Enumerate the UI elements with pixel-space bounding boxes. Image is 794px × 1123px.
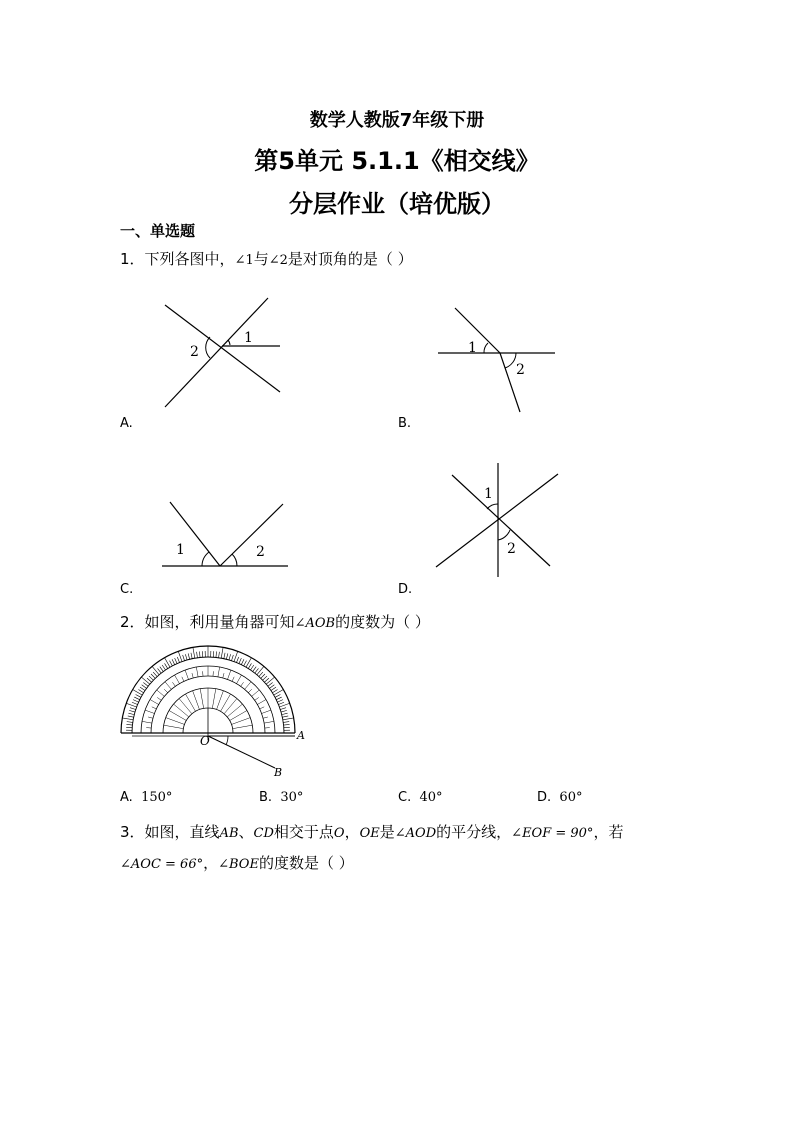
doc-subtitle: 数学人教版7年级下册 <box>309 110 485 131</box>
protractor-tick <box>141 677 149 684</box>
protractor-spoke <box>227 704 242 717</box>
protractor-tick <box>162 665 165 670</box>
protractor-tick <box>145 710 154 713</box>
protractor-tick <box>283 718 294 720</box>
option-a-label[interactable]: A. <box>120 416 133 431</box>
protractor-spoke <box>230 711 247 721</box>
angle-1-label: 1 <box>176 542 185 558</box>
angle-1-label: 1 <box>244 330 253 346</box>
protractor-tick <box>185 654 187 660</box>
protractor-tick <box>226 653 227 659</box>
protractor-tick <box>280 708 286 710</box>
protractor-spoke <box>174 704 189 717</box>
protractor-tick <box>147 678 151 682</box>
protractor-tick <box>129 710 135 712</box>
protractor-tick <box>172 682 175 686</box>
protractor-tick <box>278 702 284 704</box>
protractor-spoke <box>186 694 196 711</box>
figure-c <box>158 496 293 576</box>
protractor-tick <box>264 721 274 723</box>
protractor-tick <box>133 700 138 702</box>
protractor-tick <box>232 677 234 682</box>
protractor-tick <box>248 689 252 693</box>
protractor-tick <box>151 674 155 678</box>
protractor-tick <box>157 690 165 696</box>
protractor-tick <box>237 675 242 684</box>
protractor-tick <box>128 713 134 714</box>
protractor-tick <box>259 672 263 676</box>
question-2-text: 2．如图，利用量角器可知∠AOB的度数为（ ） <box>120 613 430 631</box>
angle-2-label: 2 <box>507 541 516 557</box>
protractor-tick <box>274 690 284 696</box>
angle-1-label: 1 <box>484 486 493 502</box>
point-b-label: B <box>274 766 283 779</box>
protractor-tick <box>127 722 133 723</box>
protractor-tick <box>134 697 139 700</box>
protractor-tick <box>282 716 288 717</box>
protractor-tick <box>191 653 192 659</box>
protractor-spoke <box>166 718 185 725</box>
protractor-tick <box>136 695 141 698</box>
protractor-spoke <box>193 691 200 710</box>
protractor-tick <box>177 657 179 663</box>
protractor <box>121 646 295 740</box>
question-3-text: 3．如图，直线AB、CD相交于点O，OE是∠AOD的平分线，∠EOF = 90°，若 <box>120 823 624 841</box>
protractor-tick <box>122 718 133 720</box>
protractor-tick <box>219 652 220 658</box>
protractor-tick <box>257 700 266 705</box>
option-c-label[interactable]: C. <box>120 582 134 597</box>
protractor-tick <box>281 710 287 712</box>
protractor-tick <box>283 722 289 723</box>
protractor-tick <box>245 682 251 690</box>
question-1-text: 1．下列各图中，∠1与∠2是对顶角的是（ ） <box>120 250 413 268</box>
protractor-tick <box>275 695 280 698</box>
protractor-spoke <box>179 699 192 714</box>
point-o-label: O <box>200 734 210 748</box>
figure-d <box>430 460 565 580</box>
protractor-tick <box>142 685 147 689</box>
protractor-tick <box>236 657 238 663</box>
protractor-spoke <box>164 725 184 728</box>
protractor-tick <box>185 670 188 679</box>
protractor-spoke <box>212 689 215 709</box>
protractor-tick <box>157 697 161 700</box>
doc-title: 第5单元 5.1.1《相交线》 <box>254 147 540 175</box>
protractor-tick <box>266 677 274 684</box>
protractor-tick <box>128 716 134 717</box>
q2-option-b[interactable]: B. 30° <box>259 790 304 805</box>
figure-b <box>430 300 570 420</box>
protractor-tick <box>248 663 251 668</box>
protractor-tick <box>175 675 180 684</box>
question-number: 2． <box>120 613 145 631</box>
angle-2-label: 2 <box>516 362 525 378</box>
protractor-tick <box>263 717 268 718</box>
protractor-spoke <box>224 699 237 714</box>
angle-2-symbol: ∠2 <box>268 253 288 268</box>
protractor-tick <box>165 682 171 690</box>
question-number: 3． <box>120 823 145 841</box>
protractor-tick <box>132 702 138 704</box>
protractor-tick <box>231 655 233 661</box>
protractor-tick <box>188 653 189 659</box>
point-a-label: A <box>297 729 305 742</box>
option-b-label[interactable]: B. <box>398 416 412 431</box>
protractor-spoke <box>200 689 203 709</box>
figure-a <box>150 290 290 415</box>
protractor-tick <box>140 687 145 690</box>
protractor-tick <box>126 724 132 725</box>
protractor-tick <box>255 697 259 700</box>
q2-option-c[interactable]: C. 40° <box>398 790 443 805</box>
option-d-label[interactable]: D. <box>398 582 413 597</box>
protractor-tick <box>149 676 153 680</box>
protractor-tick <box>257 666 264 674</box>
question-number: 1． <box>120 250 145 268</box>
protractor-tick <box>255 668 259 673</box>
protractor-tick <box>170 661 173 666</box>
doc-title-sub: 分层作业（培优版） <box>289 190 505 218</box>
protractor-spoke <box>233 725 253 728</box>
protractor-spoke <box>169 711 186 721</box>
protractor-tick <box>246 658 252 668</box>
protractor-tick <box>264 678 268 682</box>
protractor-tick <box>241 682 244 686</box>
protractor-tick <box>277 700 282 702</box>
protractor-tick <box>269 685 274 689</box>
protractor-tick <box>253 667 257 672</box>
protractor-tick <box>224 653 225 659</box>
protractor-tick <box>260 707 265 709</box>
protractor-tick <box>130 708 136 710</box>
q2-option-d[interactable]: D. 60° <box>537 790 583 805</box>
protractor-tick <box>223 673 224 678</box>
protractor-tick <box>282 713 288 714</box>
protractor-tick <box>142 721 152 723</box>
angle-aob-symbol: ∠AOB <box>294 616 336 631</box>
angle-2-label: 2 <box>190 344 199 360</box>
protractor-tick <box>227 670 230 679</box>
protractor-tick <box>216 651 217 657</box>
protractor-tick <box>160 667 164 672</box>
angle-1-symbol: ∠1 <box>234 253 254 268</box>
protractor-tick <box>241 659 244 664</box>
protractor-tick <box>276 697 281 700</box>
protractor-tick <box>263 676 267 680</box>
protractor-figure <box>115 640 315 780</box>
protractor-tick <box>172 659 175 664</box>
protractor-tick <box>182 677 184 682</box>
protractor-tick <box>250 665 253 670</box>
protractor-tick <box>197 652 198 658</box>
protractor-tick <box>158 668 162 673</box>
protractor-tick <box>165 663 168 668</box>
protractor-tick <box>175 658 177 663</box>
protractor-tick <box>229 654 231 660</box>
protractor-tick <box>152 666 159 674</box>
protractor-tick <box>218 667 220 677</box>
angle-2-label: 2 <box>256 544 265 560</box>
protractor-tick <box>271 687 276 690</box>
protractor-tick <box>244 661 247 666</box>
protractor-tick <box>196 667 198 677</box>
protractor-tick <box>272 690 277 693</box>
protractor-tick <box>192 673 193 678</box>
protractor-tick <box>133 690 143 696</box>
protractor-tick <box>183 655 185 661</box>
protractor-tick <box>143 683 148 687</box>
protractor-tick <box>150 700 159 705</box>
protractor-tick <box>153 672 157 676</box>
protractor-tick <box>138 690 143 693</box>
angle-1-label: 1 <box>468 340 477 356</box>
protractor-tick <box>252 690 260 696</box>
protractor-tick <box>199 651 200 657</box>
question-3-text-cont: ∠AOC = 66°，∠BOE的度数是（ ） <box>120 854 354 872</box>
protractor-tick <box>165 658 171 668</box>
protractor-tick <box>148 717 153 718</box>
protractor-tick <box>239 658 241 663</box>
section-title: 一、单选题 <box>120 222 196 240</box>
protractor-tick <box>152 707 157 709</box>
protractor-tick <box>284 724 290 725</box>
protractor-tick <box>262 710 271 713</box>
protractor-tick <box>193 647 195 658</box>
protractor-tick <box>221 647 223 658</box>
protractor-spoke <box>231 718 250 725</box>
protractor-spoke <box>217 691 224 710</box>
q2-option-a[interactable]: A. 150° <box>120 790 173 805</box>
protractor-tick <box>261 674 265 678</box>
protractor-spoke <box>221 694 231 711</box>
protractor-tick <box>268 683 273 687</box>
protractor-tick <box>164 689 168 693</box>
